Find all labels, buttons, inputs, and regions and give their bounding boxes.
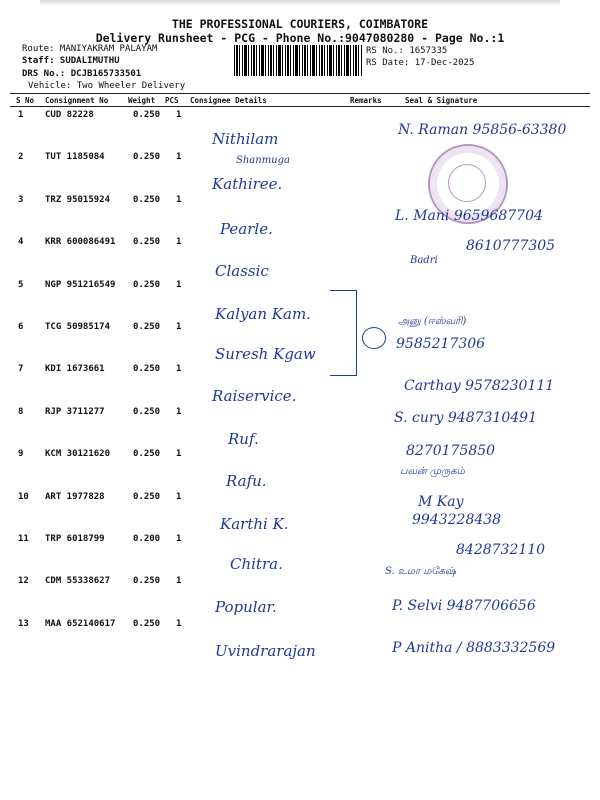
consignment-number: RJP 3711277 — [45, 406, 105, 417]
vehicle-label: Vehicle: Two Wheeler Delivery — [28, 81, 186, 91]
signature: P Anitha / 8883332569 — [392, 640, 556, 656]
consignment-number: TCG 50985174 — [45, 322, 111, 332]
barcode — [234, 45, 362, 76]
signature: 8428732110 — [456, 542, 546, 558]
pcs-value: 1 — [176, 279, 182, 290]
consignment-number: ART 1977828 — [45, 491, 105, 502]
signature: 8270175850 — [406, 443, 496, 459]
table-row — [0, 449, 600, 491]
signature: அனு (ஈஸ்வரி) — [398, 316, 467, 327]
pcs-value: 1 — [176, 364, 182, 375]
row-sno: 13 — [18, 618, 29, 629]
pcs-value: 1 — [176, 152, 182, 163]
consignment-number: TRP 6018799 — [45, 534, 105, 544]
consignee-name: Chitra. — [230, 555, 283, 573]
row-sno: 6 — [18, 322, 24, 332]
table-row — [0, 492, 600, 534]
row-sno: 10 — [18, 491, 29, 502]
row-sno: 2 — [18, 152, 24, 163]
consignee-name: Rafu. — [226, 472, 267, 490]
handwritten-note: Shanmuga — [236, 155, 290, 166]
consignee-name: Kalyan Kam. — [215, 305, 311, 323]
col-header-weight: Weight — [128, 96, 156, 105]
col-header-seal: Seal & Signature — [405, 96, 478, 105]
consignment-number: KDI 1673661 — [45, 364, 105, 375]
signature: P. Selvi 9487706656 — [392, 598, 536, 614]
weight-value: 0.250 — [133, 576, 161, 587]
row-sno: 7 — [18, 364, 24, 375]
consignee-name: Classic — [215, 262, 269, 280]
header-top-rule — [10, 93, 590, 94]
pcs-value: 1 — [176, 534, 182, 544]
scan-edge-shadow — [40, 0, 560, 6]
consignee-name: Karthi K. — [220, 515, 289, 533]
weight-value: 0.250 — [133, 491, 161, 502]
weight-value: 0.250 — [133, 110, 161, 120]
consignment-number: KRR 600086491 — [45, 237, 116, 248]
pcs-value: 1 — [176, 322, 182, 332]
pcs-value: 1 — [176, 618, 182, 629]
signature: Carthay 9578230111 — [404, 378, 555, 394]
consignment-number: TUT 1185084 — [45, 152, 105, 163]
col-header-sno: S No — [16, 96, 35, 105]
pcs-value: 1 — [176, 406, 182, 417]
pcs-value: 1 — [176, 110, 182, 120]
consignment-number: CUD 82228 — [45, 110, 94, 120]
weight-value: 0.250 — [133, 364, 161, 375]
pcs-value: 1 — [176, 491, 182, 502]
signature: பவன் முருகம் — [400, 466, 465, 477]
consignment-number: MAA 652140617 — [45, 618, 116, 629]
row-sno: 9 — [18, 449, 24, 460]
rs-number: RS No.: 1657335 — [366, 46, 448, 56]
consignment-number: TRZ 95015924 — [45, 194, 111, 205]
consignee-name: Suresh Kgaw — [215, 345, 316, 363]
consignment-number: NGP 951216549 — [45, 279, 116, 290]
weight-value: 0.250 — [133, 152, 161, 163]
col-header-consignee: Consignee Details — [190, 96, 267, 105]
drs-number: DRS No.: DCJB165733501 — [22, 69, 142, 79]
signature: S. cury 9487310491 — [394, 410, 537, 426]
weight-value: 0.250 — [133, 406, 161, 417]
weight-value: 0.200 — [133, 534, 161, 544]
consignee-name: Kathiree. — [212, 175, 283, 193]
col-header-remarks: Remarks — [350, 96, 382, 105]
consignee-name: Uvindrarajan — [215, 642, 316, 660]
signature: M Kay — [418, 494, 464, 510]
pcs-value: 1 — [176, 194, 182, 205]
document-subtitle: Delivery Runsheet - PCG - Phone No.:9047080280 - Page No.:1 — [95, 31, 505, 45]
pcs-value: 1 — [176, 237, 182, 248]
weight-value: 0.250 — [133, 194, 161, 205]
row-sno: 3 — [18, 194, 24, 205]
weight-value: 0.250 — [133, 322, 161, 332]
route-label: Route: MANIYAKRAM PALAYAM — [22, 44, 158, 54]
row-sno: 1 — [18, 110, 24, 120]
signature: L. Mani 9659687704 — [395, 208, 543, 224]
weight-value: 0.250 — [133, 618, 161, 629]
weight-value: 0.250 — [133, 237, 161, 248]
weight-value: 0.250 — [133, 279, 161, 290]
row-sno: 5 — [18, 279, 24, 290]
row-sno: 8 — [18, 406, 24, 417]
col-header-consignment: Consignment No — [45, 96, 109, 105]
row-sno: 12 — [18, 576, 29, 587]
consignment-number: CDM 55338627 — [45, 576, 111, 587]
handwritten-circle — [362, 327, 386, 349]
consignee-name: Raiservice. — [212, 387, 297, 405]
consignee-name: Popular. — [215, 598, 277, 616]
col-header-pcs: PCS — [165, 96, 179, 105]
document-title: THE PROFESSIONAL COURIERS, COIMBATORE — [171, 17, 429, 31]
row-sno: 11 — [18, 534, 29, 544]
signature: Badri — [410, 255, 438, 266]
consignee-name: Ruf. — [228, 430, 259, 448]
signature: N. Raman 95856-63380 — [398, 122, 567, 138]
row-sno: 4 — [18, 237, 24, 248]
consignee-name: Pearle. — [220, 220, 273, 238]
table-row — [0, 152, 600, 194]
signature: 9943228438 — [412, 512, 502, 528]
rs-date: RS Date: 17-Dec-2025 — [366, 58, 475, 68]
pcs-value: 1 — [176, 576, 182, 587]
signature: S. உமா மகேஷ் — [385, 566, 457, 577]
signature: 9585217306 — [396, 336, 486, 352]
pcs-value: 1 — [176, 449, 182, 460]
weight-value: 0.250 — [133, 449, 161, 460]
consignee-name: Nithilam — [212, 130, 279, 148]
staff-label: Staff: SUDALIMUTHU — [22, 56, 120, 66]
consignment-number: KCM 30121620 — [45, 449, 111, 460]
handwritten-bracket — [330, 290, 357, 376]
header-bottom-rule — [10, 106, 590, 107]
signature: 8610777305 — [466, 238, 556, 254]
